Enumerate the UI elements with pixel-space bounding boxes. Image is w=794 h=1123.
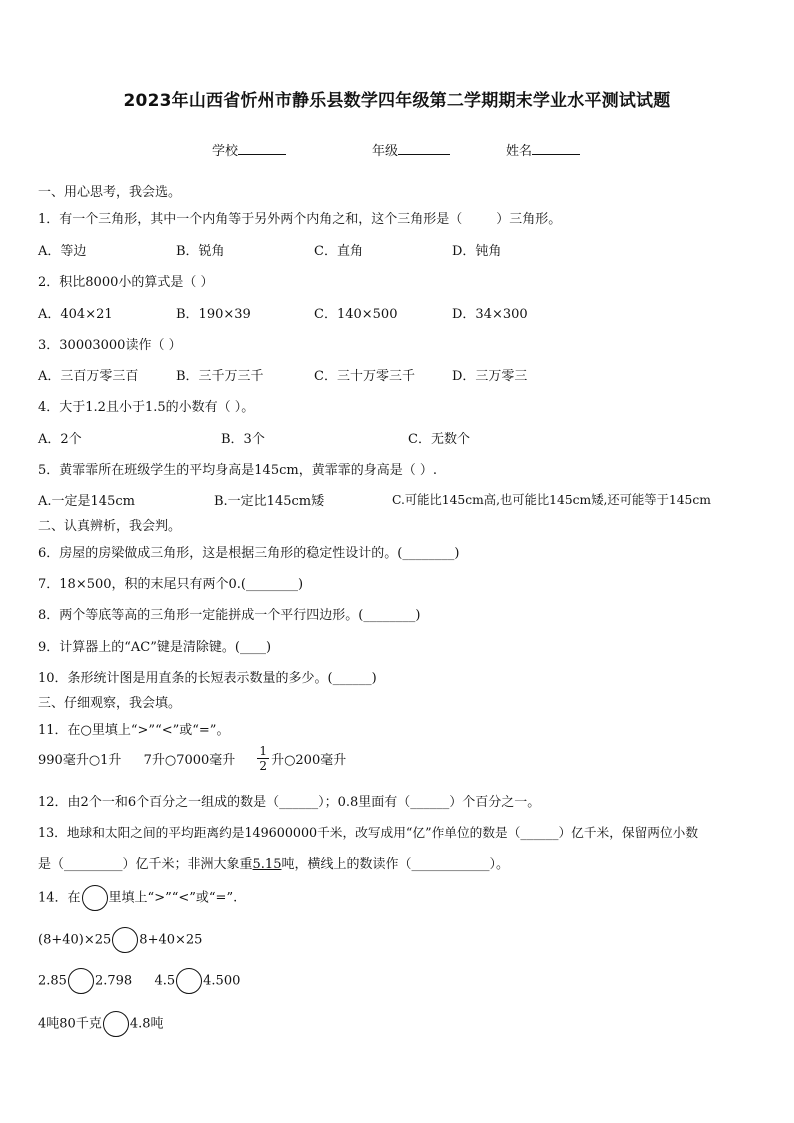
question-8: 8．两个等底等高的三角形一定能拼成一个平行四边形。(________) — [38, 608, 421, 623]
q11-fraction — [257, 744, 269, 773]
q2-option-a[interactable]: A．404×21 — [38, 307, 113, 322]
grade-label: 年级 — [372, 144, 399, 159]
q11-item-a[interactable]: 990毫升○1升 — [38, 753, 122, 768]
q5-option-c[interactable]: C.可能比145cm高,也可能比145cm矮,还可能等于145cm — [392, 493, 711, 507]
compare-circle-1[interactable] — [112, 927, 138, 953]
q3-option-b[interactable]: B．三千万三千 — [176, 369, 264, 384]
page-title: 2023年山西省忻州市静乐县数学四年级第二学期期末学业水平测试试题 — [123, 91, 671, 111]
question-7: 7．18×500，积的末尾只有两个0.(________) — [38, 577, 304, 592]
q11-item-c[interactable]: 升○200毫升 — [271, 753, 347, 768]
fraction-numerator: 1 — [259, 744, 268, 758]
q2-option-b[interactable]: B．190×39 — [176, 307, 251, 322]
q4-option-c[interactable]: C．无数个 — [408, 432, 470, 447]
circle-icon — [82, 885, 108, 911]
q1-stem: 1．有一个三角形，其中一个内角等于另外两个内角之和，这个三角形是（ — [38, 212, 463, 227]
school-field — [212, 140, 286, 159]
q14-r2-left: 2.85 — [38, 973, 67, 989]
q14-row-3 — [38, 1011, 164, 1037]
question-11: 11．在○里填上“>”“<”或“=”。 — [38, 723, 230, 738]
question-12: 12．由2个一和6个百分之一组成的数是（______）；0.8里面有（______）个百分之一。 — [38, 795, 541, 810]
q1-option-d[interactable]: D．钝角 — [452, 244, 502, 259]
q2-option-d[interactable]: D．34×300 — [452, 307, 528, 322]
q5-option-b[interactable]: B.一定比145cm矮 — [214, 494, 325, 509]
compare-circle-4[interactable] — [103, 1011, 129, 1037]
question-13-line-2 — [38, 853, 509, 872]
compare-circle-3[interactable] — [176, 968, 202, 994]
q14-stem-a: 14．在 — [38, 890, 81, 906]
name-label: 姓名 — [506, 144, 533, 159]
name-field — [506, 140, 580, 159]
q2-option-c[interactable]: C．140×500 — [314, 307, 398, 322]
q11-item-b[interactable]: 7升○7000毫升 — [143, 753, 236, 768]
q4-option-b[interactable]: B．3个 — [221, 432, 265, 447]
grade-blank[interactable] — [398, 142, 450, 155]
q3-option-a[interactable]: A．三百万零三百 — [38, 369, 139, 384]
q14-r3-left: 4吨80千克 — [38, 1016, 102, 1032]
grade-field — [372, 140, 450, 159]
q13-text-b: 吨，横线上的数读作（____________）。 — [281, 857, 509, 872]
q14-row-1 — [38, 927, 202, 953]
compare-circle-2[interactable] — [68, 968, 94, 994]
question-14 — [38, 885, 237, 911]
q13-underlined-number: 5.15 — [252, 857, 282, 872]
q14-row-2 — [38, 968, 240, 994]
section-2-heading: 二、认真辨析，我会判。 — [38, 519, 182, 534]
q14-r1-left: (8+40)×25 — [38, 932, 112, 948]
question-2: 2．积比8000小的算式是（ ） — [38, 275, 214, 290]
name-blank[interactable] — [532, 142, 580, 155]
question-5: 5．黄霏霏所在班级学生的平均身高是145cm，黄霏霏的身高是（ ）. — [38, 463, 437, 478]
question-6: 6．房屋的房梁做成三角形，这是根据三角形的稳定性设计的。(________) — [38, 546, 460, 561]
section-3-heading: 三、仔细观察，我会填。 — [38, 696, 182, 711]
q11-items — [38, 744, 346, 773]
q1-stem-end: ）三角形。 — [496, 212, 562, 227]
q14-r2-left-2: 4.5 — [154, 973, 176, 989]
q3-option-c[interactable]: C．三十万零三千 — [314, 369, 415, 384]
q4-option-a[interactable]: A．2个 — [38, 432, 82, 447]
q14-r1-right: 8+40×25 — [139, 932, 203, 948]
question-9: 9．计算器上的“AC”键是清除键。(____) — [38, 640, 272, 655]
q5-option-a[interactable]: A.一定是145cm — [38, 494, 135, 509]
fraction-denominator: 2 — [259, 759, 268, 773]
q3-option-d[interactable]: D．三万零三 — [452, 369, 528, 384]
q14-r2-right-2: 4.500 — [203, 973, 241, 989]
q13-text-a: 是（_________）亿千米；非洲大象重 — [38, 857, 253, 872]
question-13-line-1: 13．地球和太阳之间的平均距离约是149600000千米，改写成用“亿”作单位的数是（______）亿千米，保留两位小数 — [38, 825, 699, 840]
q1-option-c[interactable]: C．直角 — [314, 244, 363, 259]
question-4: 4．大于1.2且小于1.5的小数有（ ）。 — [38, 400, 255, 415]
q14-r2-right: 2.798 — [94, 973, 133, 989]
q1-option-a[interactable]: A．等边 — [38, 244, 87, 259]
q14-r3-right: 4.8吨 — [129, 1016, 164, 1032]
question-1 — [38, 208, 561, 227]
school-label: 学校 — [212, 144, 239, 159]
question-3: 3．30003000读作（ ） — [38, 338, 182, 353]
question-10: 10．条形统计图是用直条的长短表示数量的多少。(______) — [38, 671, 377, 686]
q1-option-b[interactable]: B．锐角 — [176, 244, 225, 259]
school-blank[interactable] — [238, 142, 286, 155]
q14-stem-b: 里填上“>”“<”或“=”. — [108, 890, 238, 906]
section-1-heading: 一、用心思考，我会选。 — [38, 185, 182, 200]
